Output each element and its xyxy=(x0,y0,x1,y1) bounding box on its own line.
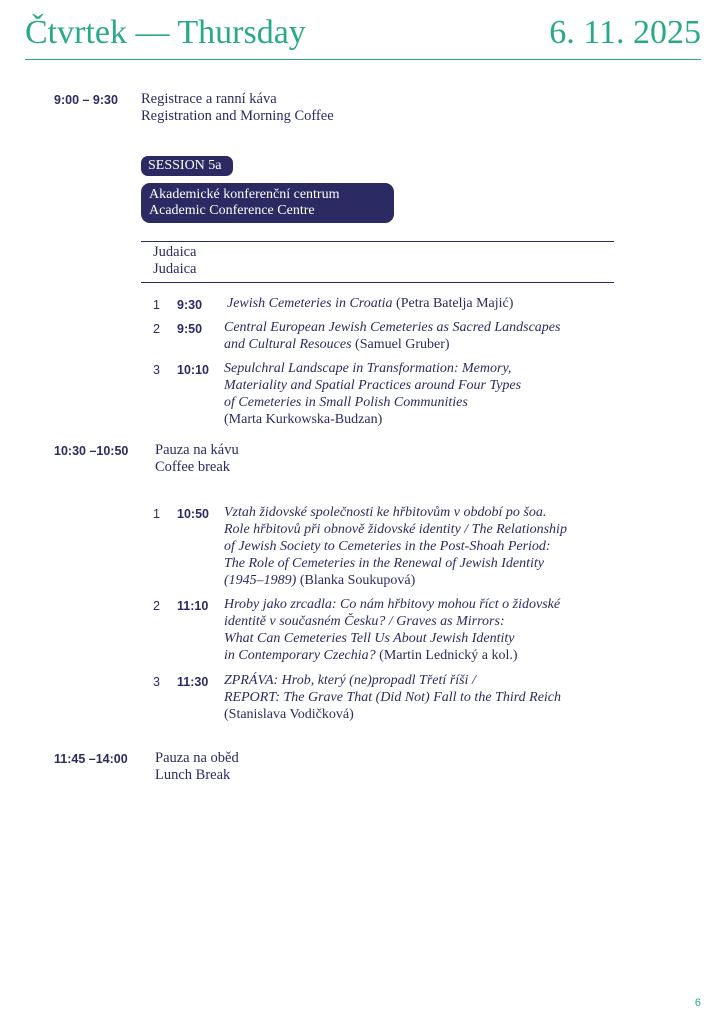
talk-title-segment: of Jewish Society to Cemeteries in the Post-Shoah Period: xyxy=(224,539,551,554)
talk-line xyxy=(224,596,560,613)
talk-time: 9:30 xyxy=(177,298,203,312)
theme-cz: Judaica xyxy=(153,244,197,260)
talk-item xyxy=(224,360,521,428)
talk-line xyxy=(224,319,560,336)
talk-item xyxy=(224,319,560,353)
talk-title-segment: Central European Jewish Cemeteries as Sacred Landscapes xyxy=(224,320,561,335)
talk-item xyxy=(227,295,513,312)
talk-line xyxy=(224,538,567,555)
talk-title-segment: of Cemeteries in Small Polish Communities xyxy=(224,395,468,410)
talk-time: 9:50 xyxy=(177,322,203,336)
talk-title-segment: identitě v současném Česku? / Graves as Mirrors: xyxy=(224,614,505,629)
talk-line xyxy=(224,336,560,353)
coffee-break-en: Coffee break xyxy=(155,459,231,475)
talk-speaker-segment: (Samuel Gruber) xyxy=(351,337,450,352)
lunch-break-label xyxy=(155,750,239,784)
talk-title-segment: The Role of Cemeteries in the Renewal of Jewish Identity xyxy=(224,556,544,571)
talk-item xyxy=(224,596,560,664)
talk-title-segment: in Contemporary Czechia? xyxy=(224,648,376,663)
talk-title-segment: Sepulchral Landscape in Transformation: Memory, xyxy=(224,361,512,376)
talk-line xyxy=(224,672,561,689)
talk-line xyxy=(224,689,561,706)
registration-label-cz: Registrace a ranní káva xyxy=(141,91,277,107)
talk-title-segment: Role hřbitovů při obnově židovské identity / The Relationship xyxy=(224,522,567,537)
coffee-break-cz: Pauza na kávu xyxy=(155,442,239,458)
theme-top-divider xyxy=(141,241,614,242)
talk-number: 3 xyxy=(153,675,160,689)
talk-speaker-segment: (Blanka Soukupová) xyxy=(296,573,416,588)
lunch-break-cz: Pauza na oběd xyxy=(155,750,239,766)
theme-en: Judaica xyxy=(153,261,197,277)
talk-item xyxy=(224,504,567,589)
talk-title-segment: REPORT: The Grave That (Did Not) Fall to the Third Reich xyxy=(224,690,562,705)
talk-line xyxy=(224,613,560,630)
talk-line xyxy=(224,555,567,572)
talk-speaker-segment: (Martin Lednický a kol.) xyxy=(375,648,518,663)
talk-time: 11:10 xyxy=(177,599,209,613)
talk-line xyxy=(224,394,521,411)
talk-speaker-segment: (Petra Batelja Majić) xyxy=(392,296,514,311)
page-date: 6. 11. 2025 xyxy=(549,14,701,51)
coffee-break-label xyxy=(155,442,239,476)
venue-en: Academic Conference Centre xyxy=(149,203,315,218)
venue-badge xyxy=(141,183,394,223)
header-divider xyxy=(25,59,701,60)
talk-line xyxy=(224,360,521,377)
talk-title-segment: (1945–1989) xyxy=(224,573,297,588)
talk-speaker-segment: (Stanislava Vodičková) xyxy=(224,707,354,722)
registration-label-en: Registration and Morning Coffee xyxy=(141,108,334,124)
session-theme xyxy=(153,244,196,278)
lunch-break-en: Lunch Break xyxy=(155,767,231,783)
talk-line xyxy=(224,521,567,538)
registration-time: 9:00 – 9:30 xyxy=(54,93,118,107)
talk-number: 2 xyxy=(153,322,160,336)
registration-label xyxy=(141,91,334,125)
talk-title-segment: Jewish Cemeteries in Croatia xyxy=(227,296,393,311)
talk-line xyxy=(224,630,560,647)
talk-line xyxy=(224,706,561,723)
talk-time: 11:30 xyxy=(177,675,209,689)
talk-line xyxy=(224,572,567,589)
talk-line xyxy=(227,295,513,312)
talk-title-segment: ZPRÁVA: Hrob, který (ne)propadl Třetí říši / xyxy=(224,673,476,688)
talk-number: 3 xyxy=(153,363,160,377)
talk-line xyxy=(224,647,560,664)
session-badge: SESSION 5a xyxy=(141,156,233,176)
talk-title-segment: What Can Cemeteries Tell Us About Jewish Identity xyxy=(224,631,515,646)
talk-line xyxy=(224,377,521,394)
talk-time: 10:50 xyxy=(177,507,209,521)
talk-title-segment: and Cultural Resouces xyxy=(224,337,352,352)
talk-title-segment: Hroby jako zrcadla: Co nám hřbitovy mohou říct o židovské xyxy=(224,597,561,612)
venue-cz: Akademické konferenční centrum xyxy=(149,187,340,202)
talk-line xyxy=(224,411,521,428)
talk-time: 10:10 xyxy=(177,363,209,377)
talk-title-segment: Materiality and Spatial Practices around Four Types xyxy=(224,378,522,393)
coffee-break-time: 10:30 –10:50 xyxy=(54,444,129,458)
theme-bottom-divider xyxy=(141,282,614,283)
lunch-break-time: 11:45 –14:00 xyxy=(54,752,128,766)
talk-number: 1 xyxy=(153,298,160,312)
page-number: 6 xyxy=(694,997,701,1009)
talk-number: 1 xyxy=(153,507,160,521)
talk-line xyxy=(224,504,567,521)
talk-speaker-segment: (Marta Kurkowska-Budzan) xyxy=(224,412,383,427)
talk-number: 2 xyxy=(153,599,160,613)
page-title: Čtvrtek — Thursday xyxy=(25,14,306,51)
talk-title-segment: Vztah židovské společnosti ke hřbitovům v období po šoa. xyxy=(224,505,547,520)
talk-item xyxy=(224,672,561,723)
